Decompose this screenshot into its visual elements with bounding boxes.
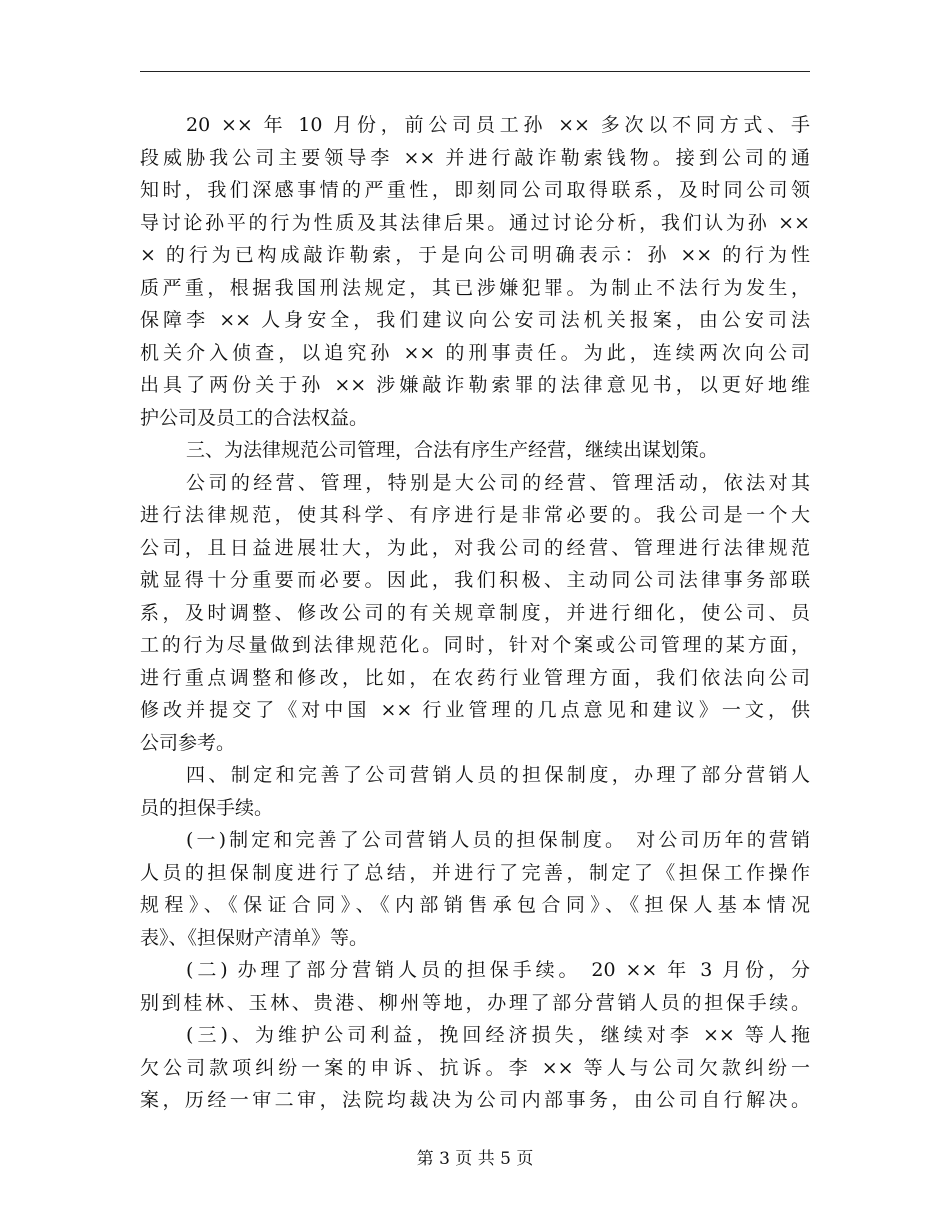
- section-heading: 四、制定和完善了公司营销人员的担保制度，办理了部分营销人: [186, 764, 810, 786]
- text-line: 机关介入侦查，以追究孙 ×× 的刑事责任。为此，连续两次向公司: [140, 341, 810, 364]
- body-text: [140, 109, 810, 1117]
- text-line: 工的行为尽量做到法律规范化。同时，针对个案或公司管理的某方面，: [140, 634, 810, 656]
- text-line: (二) 办理了部分营销人员的担保手续。 20 ×× 年 3 月份，分: [186, 959, 810, 981]
- text-line: 规程》、《保证合同》、《内部销售承包合同》、《担保人基本情况: [140, 894, 810, 916]
- text-line: 护公司及员工的合法权益。: [140, 406, 369, 429]
- text-line: 公司参考。: [140, 731, 236, 754]
- page-number-footer: 第 3 页 共 5 页: [416, 1149, 534, 1169]
- text-line: 保障李 ×× 人身安全，我们建议向公安司法机关报案，由公安司法: [140, 309, 810, 331]
- text-line: 修改并提交了《对中国 ×× 行业管理的几点意见和建议》一文，供: [140, 699, 810, 721]
- text-line: 系，及时调整、修改公司的有关规章制度，并进行细化，使公司、员: [140, 601, 810, 624]
- text-line: 表》、《担保财产清单》等。: [140, 926, 369, 949]
- text-line: 公司的经营、管理，特别是大公司的经营、管理活动，依法对其: [186, 471, 810, 494]
- text-line: 案，历经一审二审，法院均裁决为公司内部事务，由公司自行解决。: [140, 1089, 810, 1111]
- text-line: 出具了两份关于孙 ×× 涉嫌敲诈勒索罪的法律意见书，以更好地维: [140, 374, 810, 396]
- text-line: (三)、为维护公司利益，挽回经济损失，继续对李 ×× 等人拖: [186, 1024, 810, 1046]
- text-line: (一)制定和完善了公司营销人员的担保制度。 对公司历年的营销: [186, 829, 810, 851]
- text-line: 进行重点调整和修改，比如，在农药行业管理方面，我们依法向公司: [140, 666, 810, 689]
- header-rule: [140, 71, 810, 72]
- section-heading: 员的担保手续。: [140, 796, 274, 819]
- section-heading: 三、为法律规范公司管理，合法有序生产经营，继续出谋划策。: [186, 439, 719, 461]
- text-line: 就显得十分重要而必要。因此，我们积极、主动同公司法律事务部联: [140, 569, 810, 591]
- text-line: × 的行为已构成敲诈勒索，于是向公司明确表示：孙 ×× 的行为性: [140, 244, 810, 266]
- text-line: 段威胁我公司主要领导李 ×× 并进行敲诈勒索钱物。接到公司的通: [140, 146, 810, 169]
- text-line: 别到桂林、玉林、贵港、柳州等地，办理了部分营销人员的担保手续。: [140, 991, 810, 1014]
- text-line: 20 ×× 年 10 月份，前公司员工孙 ×× 多次以不同方式、手: [186, 114, 810, 136]
- text-line: 知时，我们深感事情的严重性，即刻同公司取得联系，及时同公司领: [140, 179, 810, 201]
- text-line: 进行法律规范，使其科学、有序进行是非常必要的。我公司是一个大: [140, 504, 810, 526]
- text-line: 质严重，根据我国刑法规定，其已涉嫌犯罪。为制止不法行为发生，: [140, 276, 810, 299]
- text-line: 公司，且日益进展壮大，为此，对我公司的经营、管理进行法律规范: [140, 536, 810, 559]
- text-line: 人员的担保制度进行了总结，并进行了完善，制定了《担保工作操作: [140, 861, 810, 884]
- text-line: 欠公司款项纠纷一案的申诉、抗诉。李 ×× 等人与公司欠款纠纷一: [140, 1056, 810, 1079]
- text-line: 导讨论孙平的行为性质及其法律后果。通过讨论分析，我们认为孙 ××: [140, 211, 810, 234]
